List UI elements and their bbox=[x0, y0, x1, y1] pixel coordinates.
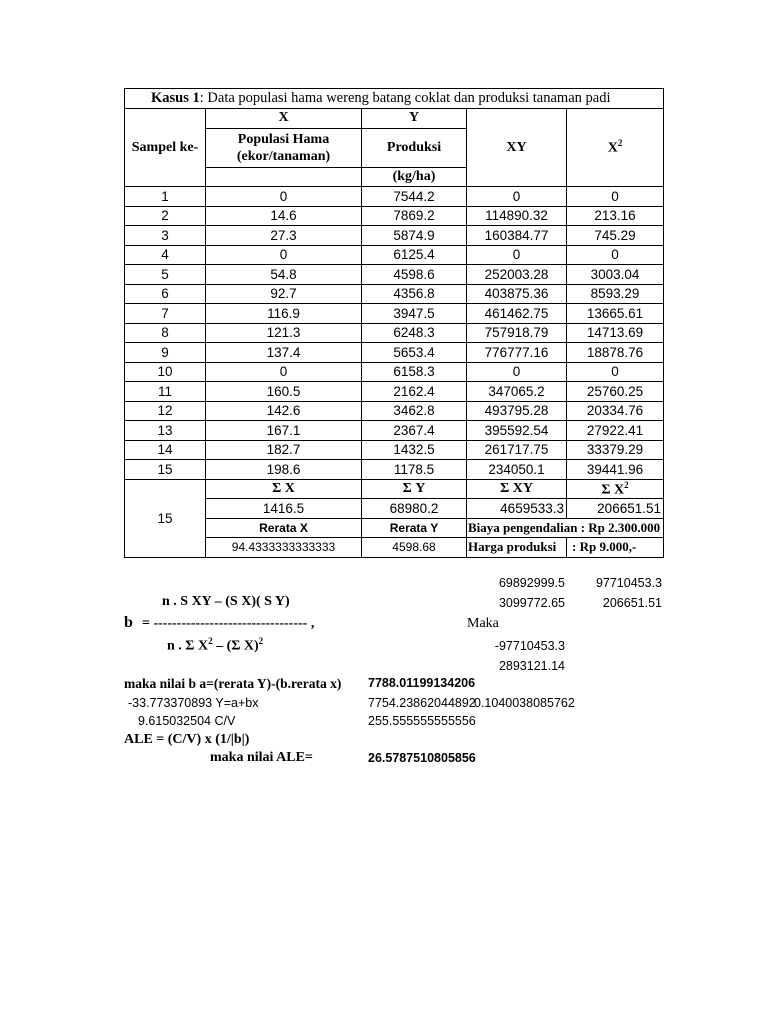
header-populasi-blank bbox=[206, 167, 362, 187]
cell-x2: 0 bbox=[567, 362, 664, 382]
cell-produksi: 1178.5 bbox=[362, 460, 467, 480]
cell-x2: 8593.29 bbox=[567, 284, 664, 304]
sum-xy: 4659533.3 bbox=[467, 499, 567, 519]
nilai-b-value: -33.773370893 Y=a+bx bbox=[128, 696, 259, 710]
table-row bbox=[125, 401, 664, 421]
cell-xy: 493795.28 bbox=[467, 401, 567, 421]
table-row bbox=[125, 304, 664, 324]
cell-populasi: 167.1 bbox=[206, 421, 362, 441]
cell-populasi: 0 bbox=[206, 362, 362, 382]
nilai-a-value: 7788.01199134206 bbox=[368, 676, 476, 690]
table-row bbox=[125, 343, 664, 363]
formula-numerator: n . S XY – (S X)( S Y) bbox=[162, 594, 290, 609]
calc-value-4: 206651.51 bbox=[602, 596, 662, 610]
cell-produksi: 6158.3 bbox=[362, 362, 467, 382]
cell-x2: 39441.96 bbox=[567, 460, 664, 480]
cell-populasi: 116.9 bbox=[206, 304, 362, 324]
cell-xy: 0 bbox=[467, 187, 567, 207]
data-table bbox=[124, 88, 664, 558]
cell-populasi: 0 bbox=[206, 245, 362, 265]
cell-populasi: 92.7 bbox=[206, 284, 362, 304]
calc-value-6: 2893121.14 bbox=[498, 659, 565, 673]
cell-xy: 395592.54 bbox=[467, 421, 567, 441]
cell-xy: 0 bbox=[467, 362, 567, 382]
cell-populasi: 137.4 bbox=[206, 343, 362, 363]
rerata-y-label: Rerata Y bbox=[362, 518, 467, 538]
cell-sampel: 2 bbox=[125, 206, 206, 226]
cell-produksi: 2367.4 bbox=[362, 421, 467, 441]
cell-x2: 25760.25 bbox=[567, 382, 664, 402]
cell-sampel: 10 bbox=[125, 362, 206, 382]
sum-y: 68980.2 bbox=[362, 499, 467, 519]
sum-x2: 206651.51 bbox=[567, 499, 664, 519]
cv-value: 9.615032504 C/V bbox=[138, 714, 236, 728]
cell-x2: 3003.04 bbox=[567, 265, 664, 285]
cell-x2: 33379.29 bbox=[567, 440, 664, 460]
cell-xy: 776777.16 bbox=[467, 343, 567, 363]
maka-label: Maka bbox=[467, 616, 499, 631]
ale-formula: ALE = (C/V) x (1/|b|) bbox=[124, 732, 250, 747]
table-row bbox=[125, 206, 664, 226]
header-xy: XY bbox=[467, 109, 567, 187]
cell-produksi: 6125.4 bbox=[362, 245, 467, 265]
formula-denominator: n . Σ $X^2 - (\Sigma$ X)$^2$ bbox=[167, 636, 264, 654]
nilai-a-formula: maka nilai b a=(rerata Y)-(b.rerata x) bbox=[124, 676, 342, 691]
header-produksi: Produksi bbox=[362, 128, 467, 167]
calc-value-3: 3099772.65 bbox=[498, 596, 565, 610]
cell-produksi: 5653.4 bbox=[362, 343, 467, 363]
cell-produksi: 4356.8 bbox=[362, 284, 467, 304]
cell-xy: 0 bbox=[467, 245, 567, 265]
cell-xy: 347065.2 bbox=[467, 382, 567, 402]
table-row bbox=[125, 265, 664, 285]
case-description: : Data populasi hama wereng batang coklat dan produksi tanaman padi bbox=[199, 90, 611, 106]
table-row bbox=[125, 460, 664, 480]
cell-sampel: 1 bbox=[125, 187, 206, 207]
table-row bbox=[125, 421, 664, 441]
cell-x2: 20334.76 bbox=[567, 401, 664, 421]
cell-populasi: 54.8 bbox=[206, 265, 362, 285]
table-row bbox=[125, 284, 664, 304]
cell-produksi: 1432.5 bbox=[362, 440, 467, 460]
sum-x-label: Σ X bbox=[206, 479, 362, 499]
cell-produksi: 3947.5 bbox=[362, 304, 467, 324]
cell-xy: 757918.79 bbox=[467, 323, 567, 343]
rerata-x-label: Rerata X bbox=[206, 518, 362, 538]
cell-produksi: 7544.2 bbox=[362, 187, 467, 207]
cell-x2: 13665.61 bbox=[567, 304, 664, 324]
table-title bbox=[125, 89, 664, 109]
formula-b: b bbox=[124, 614, 133, 631]
cell-sampel: 12 bbox=[125, 401, 206, 421]
table-rows bbox=[125, 187, 664, 480]
cell-produksi: 7869.2 bbox=[362, 206, 467, 226]
cell-produksi: 5874.9 bbox=[362, 226, 467, 246]
header-x: X bbox=[206, 109, 362, 129]
nilai-extra-value: 0.1040038085762 bbox=[474, 696, 575, 710]
table-row bbox=[125, 362, 664, 382]
sum-y-label: Σ Y bbox=[362, 479, 467, 499]
header-y: Y bbox=[362, 109, 467, 129]
table-row bbox=[125, 440, 664, 460]
sum-x2-label: Σ $X^2$ bbox=[567, 479, 664, 499]
biaya-pengendalian: Biaya pengendalian : Rp 2.300.000 bbox=[467, 518, 664, 538]
cell-xy: 234050.1 bbox=[467, 460, 567, 480]
cell-xy: 160384.77 bbox=[467, 226, 567, 246]
header-populasi: Populasi Hama (ekor/tanaman) bbox=[206, 128, 362, 167]
calc-value-1: 69892999.5 bbox=[498, 576, 565, 590]
cell-sampel: 3 bbox=[125, 226, 206, 246]
cv-extra-value: 255.555555555556 bbox=[368, 714, 476, 728]
header-x2: $X^2$ bbox=[567, 109, 664, 187]
cell-populasi: 198.6 bbox=[206, 460, 362, 480]
cell-sampel: 13 bbox=[125, 421, 206, 441]
cell-sampel: 7 bbox=[125, 304, 206, 324]
cell-populasi: 0 bbox=[206, 187, 362, 207]
header-sampel: Sampel ke- bbox=[125, 109, 206, 187]
cell-sampel: 9 bbox=[125, 343, 206, 363]
ale-value: 26.5787510805856 bbox=[368, 751, 476, 765]
calc-value-2: 97710453.3 bbox=[595, 576, 662, 590]
cell-sampel: 4 bbox=[125, 245, 206, 265]
cell-xy: 461462.75 bbox=[467, 304, 567, 324]
cell-populasi: 182.7 bbox=[206, 440, 362, 460]
cell-sampel: 14 bbox=[125, 440, 206, 460]
cell-populasi: 121.3 bbox=[206, 323, 362, 343]
cell-x2: 27922.41 bbox=[567, 421, 664, 441]
harga-produksi-label: Harga produksi bbox=[467, 538, 567, 558]
cell-sampel: 15 bbox=[125, 460, 206, 480]
cell-x2: 213.16 bbox=[567, 206, 664, 226]
cell-sampel: 8 bbox=[125, 323, 206, 343]
cell-sampel: 11 bbox=[125, 382, 206, 402]
cell-produksi: 3462.8 bbox=[362, 401, 467, 421]
harga-produksi-value: : Rp 9.000,- bbox=[567, 538, 664, 558]
rerata-x: 94.4333333333333 bbox=[206, 538, 362, 558]
cell-populasi: 14.6 bbox=[206, 206, 362, 226]
cell-populasi: 160.5 bbox=[206, 382, 362, 402]
sum-xy-label: Σ XY bbox=[467, 479, 567, 499]
ale-label: maka nilai ALE= bbox=[210, 750, 313, 765]
cell-sampel: 6 bbox=[125, 284, 206, 304]
cell-x2: 18878.76 bbox=[567, 343, 664, 363]
cell-x2: 745.29 bbox=[567, 226, 664, 246]
cell-produksi: 2162.4 bbox=[362, 382, 467, 402]
cell-xy: 114890.32 bbox=[467, 206, 567, 226]
rerata-y: 4598.68 bbox=[362, 538, 467, 558]
calc-value-5: -97710453.3 bbox=[494, 639, 565, 653]
cell-x2: 0 bbox=[567, 245, 664, 265]
cell-produksi: 4598.6 bbox=[362, 265, 467, 285]
cell-produksi: 6248.3 bbox=[362, 323, 467, 343]
formula-fraction-line: = --------------------------------- , bbox=[142, 616, 315, 631]
table-row bbox=[125, 323, 664, 343]
header-unit: (kg/ha) bbox=[362, 167, 467, 187]
table-row bbox=[125, 382, 664, 402]
cell-xy: 252003.28 bbox=[467, 265, 567, 285]
cell-populasi: 142.6 bbox=[206, 401, 362, 421]
nilai-y-value: 7754.23862044892 bbox=[368, 696, 476, 710]
table-row bbox=[125, 226, 664, 246]
cell-xy: 403875.36 bbox=[467, 284, 567, 304]
table-row bbox=[125, 187, 664, 207]
cell-x2: 14713.69 bbox=[567, 323, 664, 343]
case-label: Kasus 1 bbox=[151, 90, 200, 106]
cell-sampel: 5 bbox=[125, 265, 206, 285]
summary-n: 15 bbox=[125, 479, 206, 557]
sum-x: 1416.5 bbox=[206, 499, 362, 519]
cell-populasi: 27.3 bbox=[206, 226, 362, 246]
table-row bbox=[125, 245, 664, 265]
cell-x2: 0 bbox=[567, 187, 664, 207]
cell-xy: 261717.75 bbox=[467, 440, 567, 460]
